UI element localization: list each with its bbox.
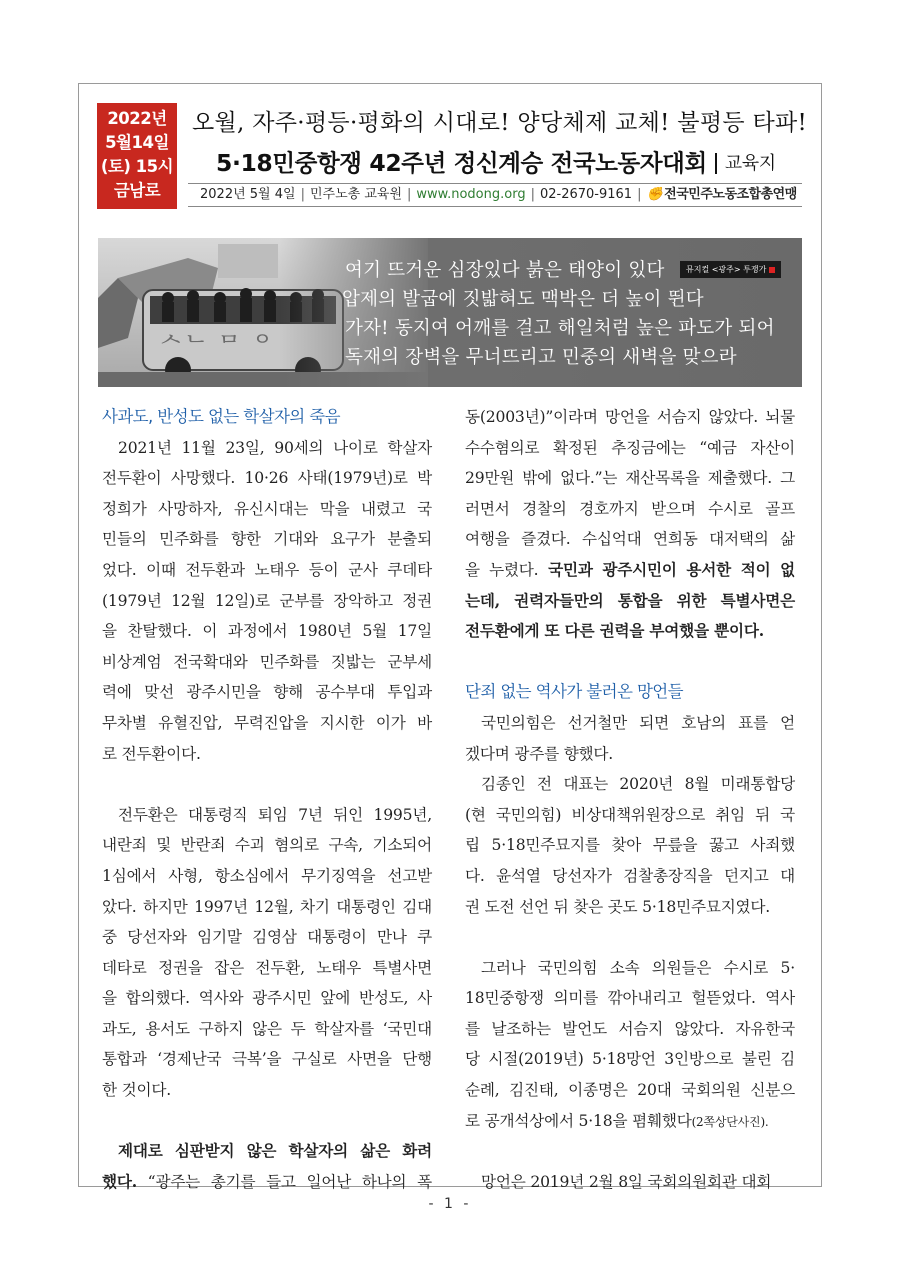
text-line: 한 것이다. — [102, 1081, 171, 1100]
text-line: 제대로 심판받지 않은 학살자의 삶은 화려 — [118, 1141, 432, 1161]
banner-caption — [680, 261, 781, 278]
page-number: - 1 - — [428, 1196, 472, 1212]
main-title — [216, 144, 776, 178]
text-line: 을 찬탈했다. 이 과정에서 1980년 5월 17일 — [102, 622, 432, 641]
text-line: 겠다며 광주를 향했다. — [465, 744, 614, 763]
text-line: 통합과 ‘경제난국 극복’을 구실로 사면을 단행 — [102, 1050, 432, 1069]
text-line: 무차별 유혈진압, 무력진압을 지시한 이가 바 — [102, 713, 432, 732]
text-line: 내란죄 및 반란죄 수괴 혐의로 구속, 기소되어 — [102, 836, 432, 855]
text-line — [102, 1167, 432, 1198]
banner-caption-text: 뮤지컬 <광주> 투쟁가 — [686, 265, 767, 274]
date-time: (토) 15시 — [100, 157, 174, 176]
text-line: 데타로 정권을 잡은 전두환, 노태우 특별사면 — [102, 958, 432, 977]
publish-date: 2022년 5월 4일 — [200, 187, 296, 202]
text-line: 비상계엄 전국확대와 민주화를 짓밟는 군부세 — [102, 652, 432, 671]
text-span: 을 누렸다. — [465, 560, 539, 579]
org-name: 전국민주노동조합총연맹 — [664, 187, 797, 202]
text-line: 국민의힘은 선거철만 되면 호남의 표를 얻 — [481, 713, 795, 732]
text-line: 았다. 하지만 1997년 12월, 차기 대통령인 김대 — [102, 897, 432, 916]
text-line: 전두환에게 또 다른 권력을 부여했을 뿐이다. — [465, 621, 764, 641]
text-line: 그러나 국민의힘 소속 의원들은 수시로 5· — [481, 958, 795, 977]
publication-info-bar: 2022년 5월 4일 | 민주노총 교육원 | www.nodong.org | 02-2670-9161 | ✊ 전국민주노동조합총연맹 — [188, 183, 802, 207]
text-line: 18민중항쟁 의미를 깎아내리고 헐뜯었다. 역사 — [465, 989, 795, 1008]
text-line: 당 시절(2019년) 5·18망언 3인방으로 불린 김 — [465, 1050, 795, 1069]
text-line: 민들의 민주화를 향한 기대와 요구가 분출되 — [102, 530, 432, 549]
text-line: (현 국민의힘) 비상대책위원장으로 취임 뒤 국 — [465, 805, 795, 824]
section-heading: 단죄 없는 역사가 불러온 망언들 — [465, 682, 683, 702]
text-line: 김종인 전 대표는 2020년 8월 미래통합당 — [481, 775, 795, 794]
text-line: 는데, 권력자들만의 통합을 위한 특별사면은 — [465, 590, 795, 610]
text-line: 다. 윤석열 당선자가 검찰총장직을 던지고 대 — [465, 866, 795, 885]
text-line: (1979년 12월 12일)로 군부를 장악하고 정권 — [102, 591, 432, 610]
text-line: 1심에서 사형, 항소심에서 무기징역을 선고받 — [102, 866, 432, 885]
text-line: 전두환은 대통령직 퇴임 7년 뒤인 1995년, — [118, 805, 432, 824]
bold-text: 국민과 광주시민이 용서한 적이 없 — [538, 559, 795, 579]
main-title-text: 5·18민중항쟁 42주년 정신계승 전국노동자대회 — [216, 149, 707, 177]
text-span: 로 공개석상에서 5·18을 폄훼했다 — [465, 1111, 692, 1130]
event-date-box — [97, 103, 177, 209]
text-line: 2021년 11월 23일, 90세의 나이로 학살자 — [118, 438, 432, 457]
text-line: 수수혐의로 확정된 추징금에는 “예금 자산이 — [465, 438, 795, 457]
date-place: 금남로 — [113, 181, 161, 200]
lyric-line: 여기 뜨거운 심장있다 붉은 태양이 있다 — [345, 260, 665, 281]
text-line: 립 5·18민주묘지를 찾아 무릎을 꿇고 사죄했 — [465, 836, 795, 855]
title-tag: 교육지 — [715, 153, 776, 174]
lyric-line: 압제의 발굽에 짓밟혀도 맥박은 더 높이 뛴다 — [342, 289, 704, 310]
section-heading: 사과도, 반성도 없는 학살자의 죽음 — [102, 407, 340, 426]
text-line: 여행을 즐겼다. 수십억대 연희동 대저택의 삶 — [465, 530, 795, 549]
date-day: 5월14일 — [105, 133, 169, 152]
left-column — [102, 402, 432, 1197]
red-square-icon — [769, 267, 775, 273]
text-line: 망언은 2019년 2월 8일 국회의원회관 대회 — [481, 1172, 772, 1191]
date-year: 2022년 — [107, 109, 167, 128]
text-line: 전두환이 사망했다. 10·26 사태(1979년)로 박 — [102, 469, 432, 488]
org-logo — [646, 187, 796, 202]
text-line: 로 전두환이다. — [102, 744, 201, 763]
banner — [98, 238, 802, 387]
website-link[interactable]: www.nodong.org — [416, 187, 526, 202]
lyric-line: 가자! 동지여 어깨를 걸고 해일처럼 높은 파도가 되어 — [345, 318, 775, 339]
text-line: 과도, 용서도 구하지 않은 두 학살자를 ‘국민대 — [102, 1019, 432, 1038]
bold-text: 했다. — [102, 1171, 137, 1191]
text-line: 29만원 밖에 없다.”는 재산목록을 제출했다. 그 — [465, 469, 795, 488]
text-line: 었다. 이때 전두환과 노태우 등이 군사 쿠데타 — [102, 560, 432, 579]
photo-reference: (2쪽상단사진). — [691, 1114, 769, 1129]
kctu-logo-icon: ✊ — [646, 187, 663, 202]
text-line: 권 도전 선언 뒤 찾은 곳도 5·18민주묘지였다. — [465, 897, 771, 916]
text-line: 순례, 김진태, 이종명은 20대 국회의원 신분으 — [465, 1081, 795, 1100]
publisher: 민주노총 교육원 — [309, 187, 403, 202]
right-column — [465, 402, 795, 1197]
text-line: 러면서 경찰의 경호까지 받으며 수시로 골프 — [465, 499, 795, 518]
text-line: 을 합의했다. 역사와 광주시민 앞에 반성도, 사 — [102, 989, 432, 1008]
text-line: 력에 맞선 광주시민을 향해 공수부대 투입과 — [102, 683, 432, 702]
text-span: “광주는 총기를 들고 일어난 하나의 폭 — [136, 1172, 432, 1191]
lyric-line: 독재의 장벽을 무너뜨리고 민중의 새벽을 맞으라 — [345, 347, 737, 368]
text-line: 중 당선자와 임기말 김영삼 대통령이 만나 쿠 — [102, 928, 432, 947]
slogan-title: 오월, 자주·평등·평화의 시대로! 양당체제 교체! 불평등 타파! — [192, 110, 808, 136]
phone-number: 02-2670-9161 — [539, 187, 633, 202]
text-line — [465, 1106, 795, 1137]
text-line — [465, 555, 795, 586]
text-line: 를 날조하는 발언도 서슴지 않았다. 자유한국 — [465, 1019, 795, 1038]
text-line: 동(2003년)”이라며 망언을 서슴지 않았다. 뇌물 — [465, 408, 795, 426]
text-line: 정희가 사망하자, 유신시대는 막을 내렸고 국 — [102, 499, 432, 518]
